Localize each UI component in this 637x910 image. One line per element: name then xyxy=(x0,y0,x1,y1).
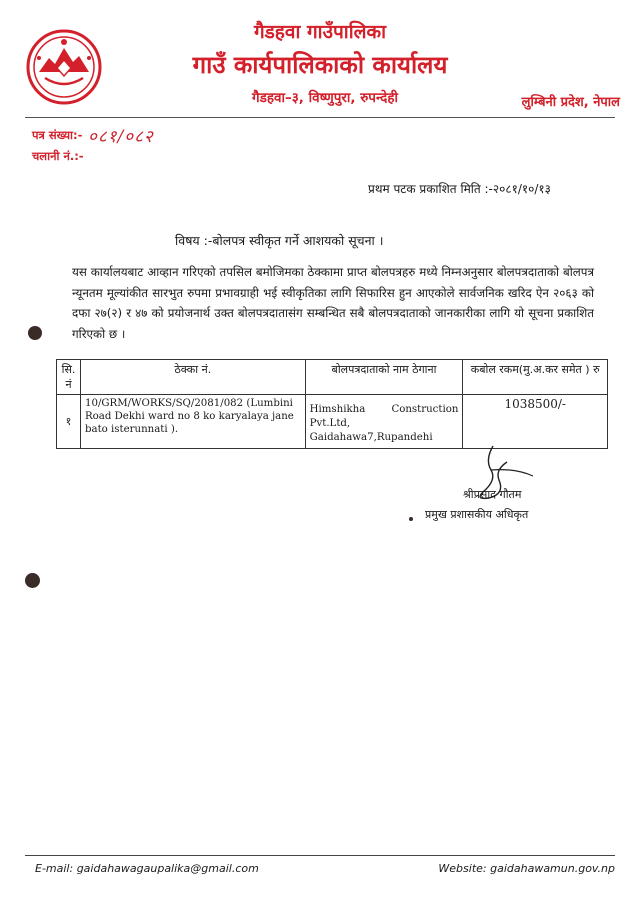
reference-number-value: ०८१/०८२ xyxy=(88,127,154,147)
footer-email: E-mail: gaidahawagaupalika@gmail.com xyxy=(35,862,259,875)
header-serial: सि. नं xyxy=(57,360,81,395)
award-table xyxy=(56,359,608,449)
publication-date: प्रथम पटक प्रकाशित मिति :-२०८१/१०/१३ xyxy=(368,182,551,196)
bidder-address: Gaidahawa7,Rupandehi xyxy=(309,432,433,443)
bidder-name-part: Himshikha xyxy=(309,404,366,415)
row-bidder xyxy=(305,395,463,449)
signatory-name: श्रीप्रसाद गौतम xyxy=(463,488,522,501)
footer-divider xyxy=(25,855,615,856)
notice-body: यस कार्यालयबाट आव्हान गरिएको तपसिल बमोजिमका ठेक्कामा प्राप्त बोलपत्रहरु मध्ये निम्नअनुसार बोलपत्रदाताको बोलपत्र न्यूनतम मूल्यांकीत सारभुत रुपमा प्रभावग्राही भई स्वीकृतिका लागि सिफारिस हुन आएकोले सार्वजनिक खरिद ऐन २०६३ को दफा २७(२) र ४७ को प्रयोजनार्थ उक्त बोलपत्रदातासंग सम्बन्धित सबै बोलपत्रदाताको जानकारीका लागि यो सूचना प्रकाशित गरिएको छ । xyxy=(72,265,594,341)
notice-subject: विषय :-बोलपत्र स्वीकृत गर्ने आशयको सूचना । xyxy=(175,233,384,248)
bidder-name-part: Construction xyxy=(391,404,459,415)
reference-number-label: पत्र संख्या:- xyxy=(32,128,83,142)
letterhead-divider xyxy=(25,117,615,118)
header-bidder: बोलपत्रदाताको नाम ठेगाना xyxy=(305,360,463,395)
office-address: गैडहवा–३, विष्णुपुरा, रुपन्देही xyxy=(252,90,398,106)
footer-website: Website: gaidahawamun.gov.np xyxy=(438,862,615,875)
row-serial: १ xyxy=(57,395,81,449)
hole-punch-mark xyxy=(25,573,40,588)
municipality-name: गैडहवा गाउँपालिका xyxy=(253,21,387,43)
row-contract: 10/GRM/WORKS/SQ/2081/082 (Lumbini Road Dekhi ward no 8 ko karyalaya jane bato isterunnati ). xyxy=(80,395,305,449)
hole-punch-mark xyxy=(28,326,42,340)
dispatch-number-label: चलानी नं.:- xyxy=(32,149,84,163)
ink-speck xyxy=(409,517,413,521)
table-header-row xyxy=(57,360,608,395)
nepal-government-emblem-icon xyxy=(25,28,103,106)
signatory-title: प्रमुख प्रशासकीय अधिकृत xyxy=(425,508,529,521)
header-contract: ठेक्का नं. xyxy=(80,360,305,395)
row-amount: 1038500/- xyxy=(463,395,608,449)
header-amount: कबोल रकम(मु.अ.कर समेत ) रु xyxy=(463,360,608,395)
office-title: गाउँ कार्यपालिकाको कार्यालय xyxy=(192,51,448,79)
bidder-name-part: Pvt.Ltd, xyxy=(309,418,351,429)
province-label: लुम्बिनी प्रदेश, नेपाल xyxy=(521,95,620,110)
